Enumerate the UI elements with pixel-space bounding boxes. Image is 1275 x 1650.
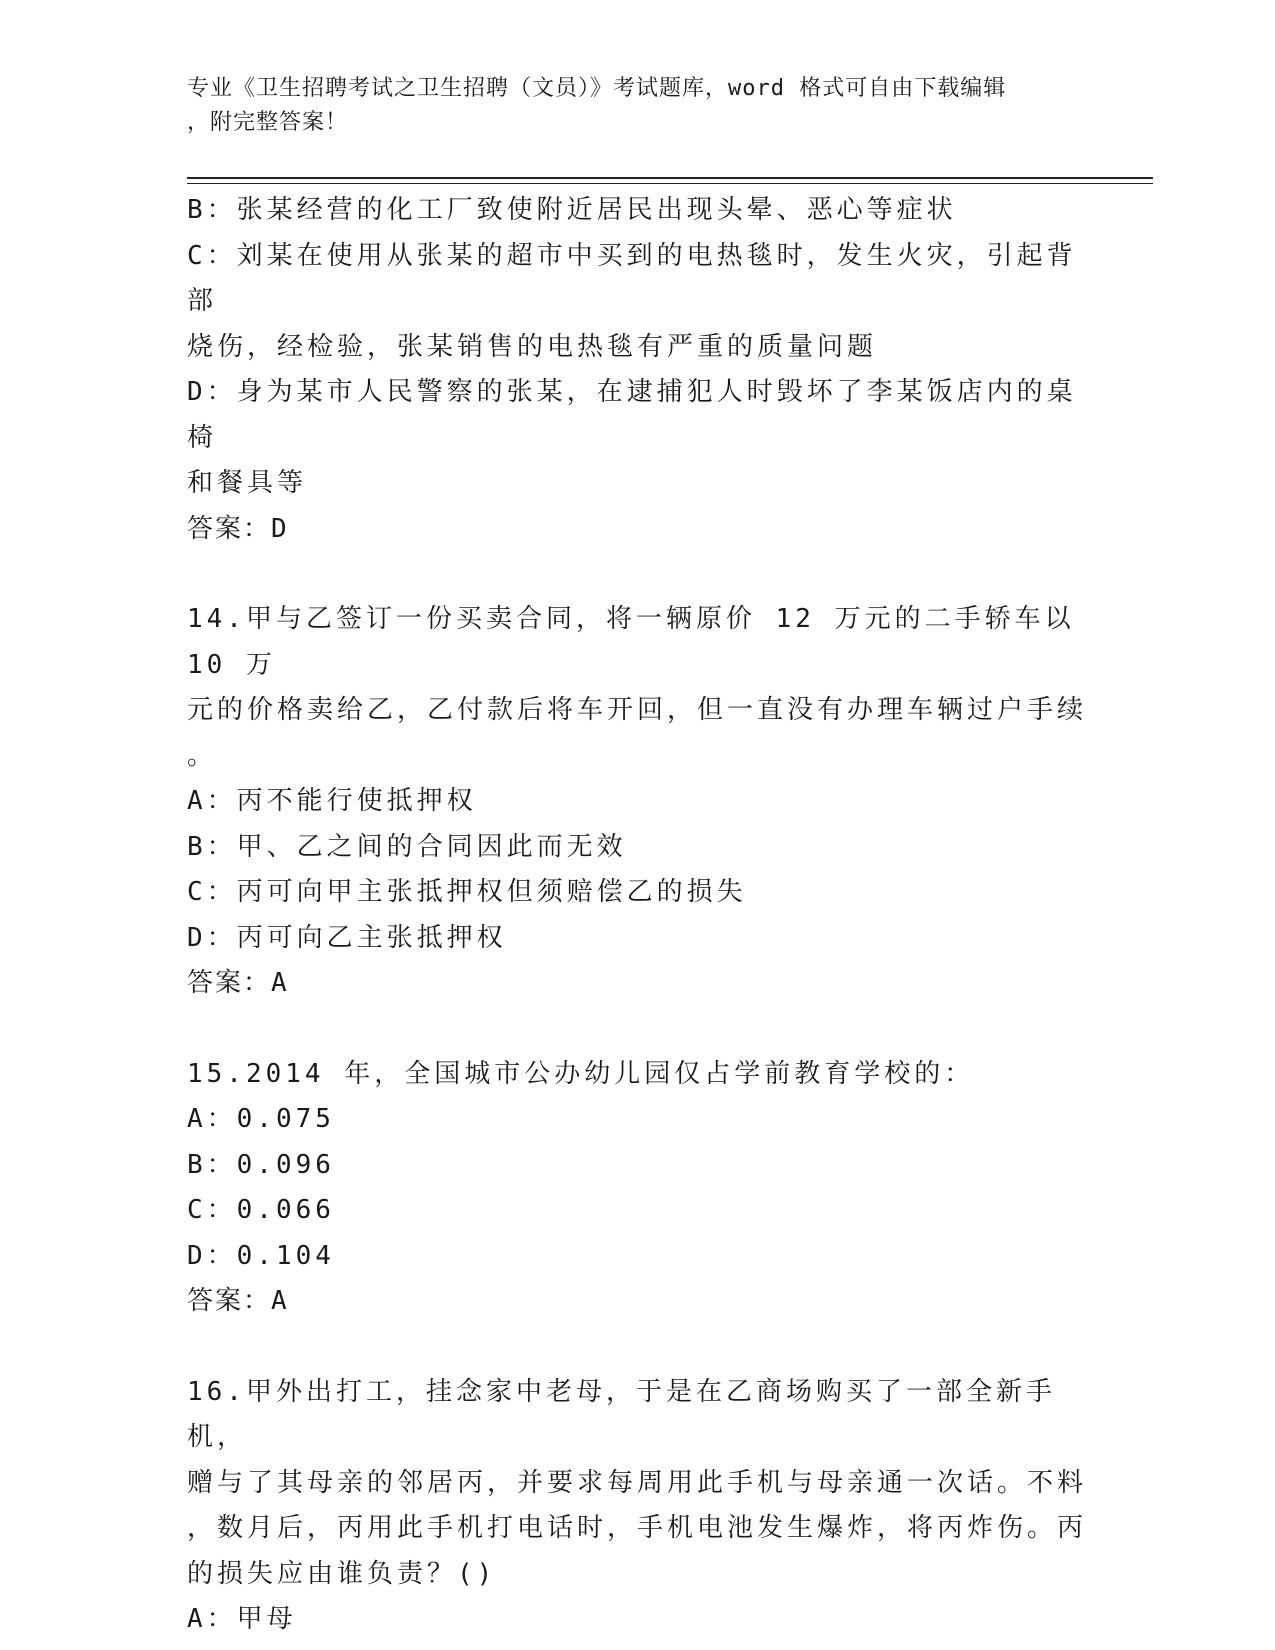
header-rule-thin (187, 183, 1153, 184)
option-a: A：0.075 (187, 1104, 335, 1134)
header-line-2: ，附完整答案！ (187, 110, 349, 135)
option-c: C：0.066 (187, 1195, 335, 1225)
question-stem-line-4: 的损失应由谁负责？() (187, 1558, 497, 1589)
header-rule-thick (187, 177, 1153, 179)
question-stem-line-2: 赠与了其母亲的邻居丙，并要求每周用此手机与母亲通一次话。不料 (187, 1467, 1088, 1498)
option-a: A：丙不能行使抵押权 (187, 786, 477, 816)
question-stem-line-1: 15.2014 年，全国城市公办幼儿园仅占学前教育学校的： (187, 1058, 975, 1089)
option-b: B：0.096 (187, 1149, 335, 1180)
option-d-line-2: 和餐具等 (187, 468, 308, 498)
question-stem-line-2: 元的价格卖给乙，乙付款后将车开回，但一直没有办理车辆过户手续 (187, 695, 1088, 725)
option-c: C：丙可向甲主张抵押权但须赔偿乙的损失 (187, 877, 747, 907)
document-header (187, 72, 1087, 140)
spacer (187, 1007, 1087, 1052)
header-line-1: 专业《卫生招聘考试之卫生招聘（文员）》考试题库，word 格式可自由下载编辑 (187, 76, 1007, 101)
option-c-line-1: C：刘某在使用从张某的超市中买到的电热毯时，发生火灾，引起背部 (187, 240, 1077, 316)
option-a: A：甲母 (187, 1604, 297, 1634)
answer: 答案：A (187, 1286, 289, 1316)
option-d: D：丙可向乙主张抵押权 (187, 922, 507, 953)
spacer (187, 552, 1087, 597)
question-14 (187, 597, 1095, 1007)
answer: 答案：D (187, 513, 289, 544)
question-stem-line-1: 14.甲与乙签订一份买卖合同，将一辆原价 12 万元的二手轿车以 10 万 (187, 604, 1095, 680)
question-stem-line-3: 。 (187, 740, 218, 771)
option-c-line-2: 烧伤，经检验，张某销售的电热毯有严重的质量问题 (187, 331, 878, 362)
option-b: B：张某经营的化工厂致使附近居民出现头晕、恶心等症状 (187, 195, 957, 225)
question-13-continued (187, 188, 1087, 552)
option-d-line-1: D：身为某市人民警察的张某，在逮捕犯人时毁坏了李某饭店内的桌椅 (187, 377, 1077, 453)
question-16 (187, 1370, 1087, 1643)
spacer (187, 1325, 1087, 1370)
question-stem-line-3: ，数月后，丙用此手机打电话时，手机电池发生爆炸，将丙炸伤。丙 (187, 1513, 1088, 1543)
question-15 (187, 1052, 1087, 1325)
option-b: B：甲、乙之间的合同因此而无效 (187, 831, 627, 862)
document-body (187, 188, 1095, 1643)
question-stem-line-1: 16.甲外出打工，挂念家中老母，于是在乙商场购买了一部全新手机， (187, 1376, 1056, 1452)
answer: 答案：A (187, 968, 289, 998)
option-d: D：0.104 (187, 1240, 335, 1271)
